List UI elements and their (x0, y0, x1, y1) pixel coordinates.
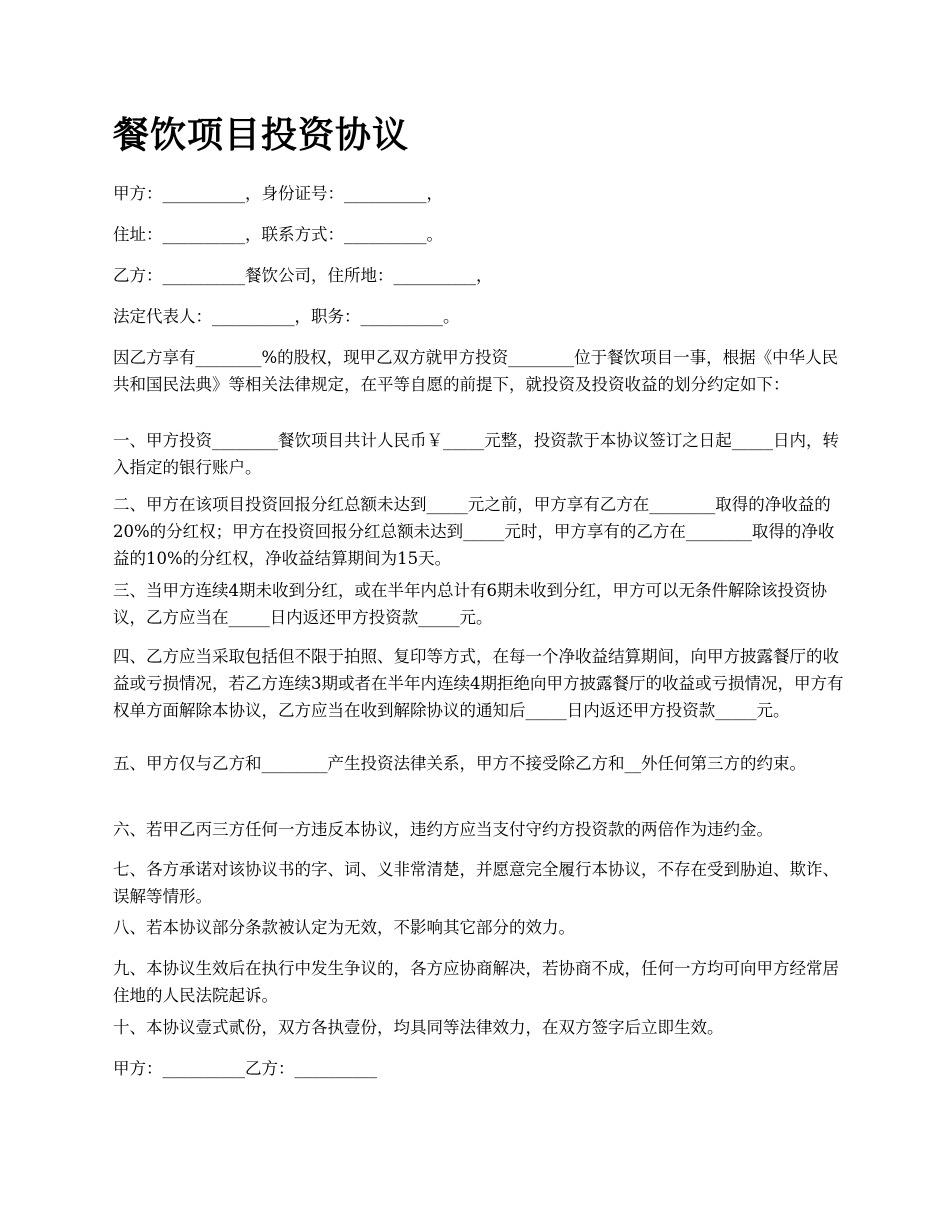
clause-2: 二、甲方在该项目投资回报分红总额未达到_____元之前，甲方享有乙方在________取得的净收益的20%的分红权；甲方在投资回报分红总额未达到_____元时，甲方享有的乙方在________取得的净收益的10%的分红权，净收益结算期间为15天。 (113, 495, 835, 568)
signature-line: 甲方：__________乙方：__________ (113, 1059, 377, 1078)
clause-7: 七、各方承诺对该协议书的字、词、义非常清楚，并愿意完全履行本协议，不存在受到胁迫、欺诈、误解等情形。 (113, 860, 839, 906)
clause-4: 四、乙方应当采取包括但不限于拍照、复印等方式，在每一个净收益结算期间，向甲方披露餐厅的收益或亏损情况，若乙方连续3期或者在半年内连续4期拒绝向甲方披露餐厅的收益或亏损情况，甲方有权单方面解除本协议，乙方应当在收到解除协议的通知后_____日内返还甲方投资款_____元。 (113, 647, 844, 720)
legal-representative-line: 法定代表人：__________，职务：__________。 (113, 307, 460, 326)
clause-9: 九、本协议生效后在执行中发生争议的，各方应协商解决，若协商不成，任何一方均可向甲方经常居住地的人民法院起诉。 (113, 959, 839, 1005)
clause-1: 一、甲方投资________餐饮项目共计人民币￥_____元整，投资款于本协议签订之日起_____日内，转入指定的银行账户。 (113, 431, 839, 477)
clause-10: 十、本协议壹式贰份，双方各执壹份，均具同等法律效力，在双方签字后立即生效。 (113, 1018, 724, 1037)
preamble-paragraph: 因乙方享有________%的股权，现甲乙双方就甲方投资________位于餐饮项目一事，根据《中华人民共和国民法典》等相关法律规定，在平等自愿的前提下，就投资及投资收益的划分约定如下： (113, 348, 839, 394)
clause-8: 八、若本协议部分条款被认定为无效，不影响其它部分的效力。 (113, 918, 575, 937)
clause-6: 六、若甲乙丙三方任何一方违反本协议，违约方应当支付守约方投资款的两倍作为违约金。 (113, 820, 773, 839)
party-b-line: 乙方：__________餐饮公司，住所地：__________， (113, 266, 493, 285)
party-a-line: 甲方：__________，身份证号：__________， (113, 184, 443, 203)
clause-5: 五、甲方仅与乙方和________产生投资法律关系，甲方不接受除乙方和__外任何第三方的约束。 (113, 754, 806, 773)
document-title: 餐饮项目投资协议 (113, 115, 410, 156)
clause-3: 三、当甲方连续4期未收到分红，或在半年内总计有6期未收到分红，甲方可以无条件解除该投资协议，乙方应当在_____日内返还甲方投资款_____元。 (113, 581, 827, 627)
party-a-address-line: 住址：__________，联系方式：__________。 (113, 225, 443, 244)
